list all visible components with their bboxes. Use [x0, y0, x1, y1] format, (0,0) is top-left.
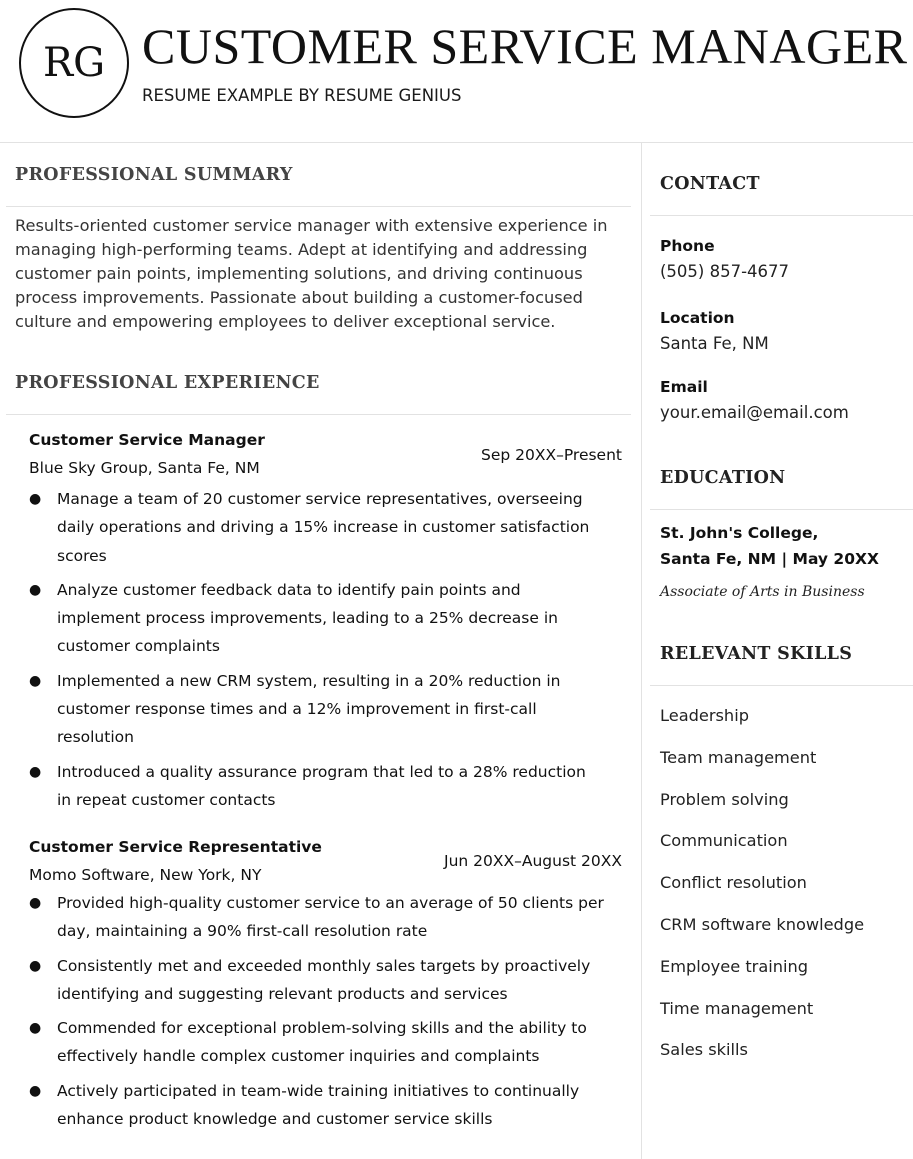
job-title: Customer Service Manager	[29, 431, 265, 449]
skill-item: Time management	[660, 998, 814, 1018]
skill-item: Leadership	[660, 706, 749, 725]
bullet-item: ● Analyze customer feedback data to identify pain points and implement process improvements, leading to a 25% decrease in customer complaints	[29, 576, 604, 661]
job-company: Momo Software, New York, NY	[29, 866, 262, 884]
education-heading: EDUCATION	[660, 468, 786, 488]
education-degree: Associate of Arts in Business	[660, 584, 865, 600]
skills-rule	[650, 685, 913, 686]
resume-header	[0, 0, 913, 143]
column-divider	[641, 143, 642, 1159]
job-dates: Sep 20XX–Present	[480, 446, 622, 464]
skill-item: Communication	[660, 831, 788, 851]
bullet-item: ● Implemented a new CRM system, resulting in a 20% reduction in customer response times and a 12% improvement in first-call resolution	[29, 667, 604, 752]
job-bullets	[29, 485, 604, 820]
school-location-date: Santa Fe, NM | May 20XX	[660, 550, 879, 568]
summary-heading: PROFESSIONAL SUMMARY	[15, 165, 293, 185]
school-name: St. John's College,	[660, 524, 819, 542]
skill-item: Employee training	[660, 956, 809, 976]
job-dates: Jun 20XX–August 20XX	[444, 852, 622, 870]
skills-list	[660, 702, 864, 1078]
resume-subtitle: RESUME EXAMPLE BY RESUME GENIUS	[142, 86, 462, 105]
summary-text: Results-oriented customer service manager with extensive experience in managing high-performing teams. Adept at identifying and addressing customer pain points, implementing solutions, and driving continuous process improvements. Passionate about building a customer-focused culture and empowering employees to deliver exceptional service.	[15, 216, 608, 331]
bullet-item: ● Actively participated in team-wide training initiatives to continually enhance product knowledge and customer service skills	[29, 1077, 604, 1134]
skill-item: Team management	[660, 747, 817, 767]
experience-rule	[6, 414, 631, 415]
summary-rule	[6, 206, 631, 207]
job-company: Blue Sky Group, Santa Fe, NM	[29, 459, 260, 477]
job-title: Customer Service Representative	[29, 838, 322, 856]
contact-heading: CONTACT	[660, 174, 760, 194]
experience-heading: PROFESSIONAL EXPERIENCE	[15, 373, 320, 393]
job-bullets	[29, 889, 604, 1139]
skill-item: Problem solving	[660, 789, 789, 809]
email-label: Email	[660, 378, 708, 396]
resume-title: CUSTOMER SERVICE MANAGER	[142, 18, 908, 74]
skill-item: CRM software knowledge	[660, 914, 865, 934]
education-school	[660, 520, 879, 572]
bullet-item: ● Commended for exceptional problem-solving skills and the ability to effectively handle complex customer inquiries and complaints	[29, 1014, 604, 1071]
education-rule	[650, 509, 913, 510]
location-label: Location	[660, 309, 735, 327]
contact-rule	[650, 215, 913, 216]
phone-label: Phone	[660, 237, 715, 255]
monogram-logo: RG	[19, 8, 129, 118]
bullet-item: ● Introduced a quality assurance program that led to a 28% reduction in repeat customer contacts	[29, 758, 604, 815]
location-value: Santa Fe, NM	[660, 334, 769, 353]
bullet-item: ● Manage a team of 20 customer service representatives, overseeing daily operations and driving a 15% increase in customer satisfaction scores	[29, 485, 604, 570]
phone-value: (505) 857-4677	[660, 262, 790, 281]
skill-item: Sales skills	[660, 1040, 748, 1060]
bullet-item: ● Consistently met and exceeded monthly sales targets by proactively identifying and suggesting relevant products and services	[29, 952, 604, 1009]
skills-heading: RELEVANT SKILLS	[660, 644, 853, 664]
skill-item: Conflict resolution	[660, 873, 807, 893]
email-value: your.email@email.com	[660, 403, 849, 422]
bullet-item: ● Provided high-quality customer service to an average of 50 clients per day, maintaining a 90% first-call resolution rate	[29, 889, 604, 946]
